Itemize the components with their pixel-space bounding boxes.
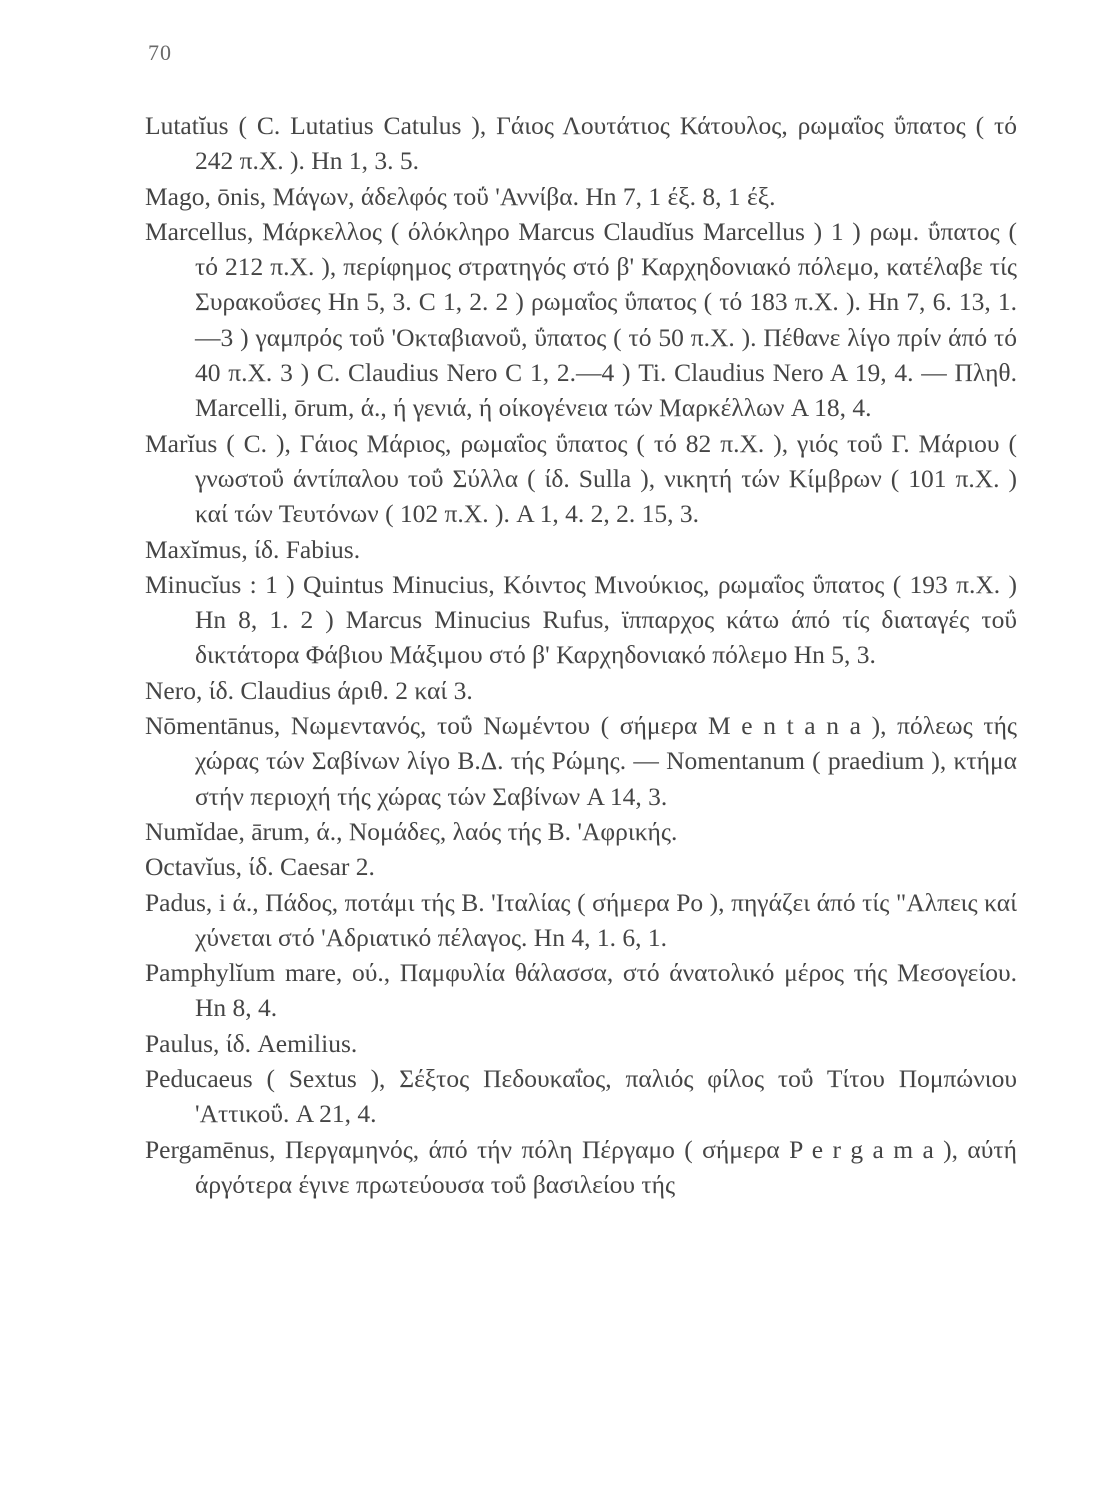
glossary-entry-nero: Nero, ίδ. Claudius άριθ. 2 καί 3. — [145, 675, 473, 705]
glossary-entry-marius: Marĭus ( C. ), Γάιος Μάριος, ρωμαΐος ΰπατος ( τό 82 π.Χ. ), γιός τοΰ Γ. Μάριου ( γνωστοΰ άντίπαλου τοΰ Σύλλα ( ίδ. Sulla ), νικητή τών Κίμβρων ( 101 π.Χ. ) καί τών Τευτόνων ( 102 π.Χ. ). A 1, 4. 2, 2. 15, 3. — [145, 428, 1017, 529]
glossary-entry-mago: Mago, ōnis, Μάγων, άδελφός τοΰ 'Αννίβα. Hn 7, 1 έξ. 8, 1 έξ. — [145, 181, 776, 211]
glossary-entry-pergamenus: Pergamēnus, Περγαμηνός, άπό τήν πόλη Πέργαμο ( σήμερα P e r g a m a ), αύτή άργότερα έγινε πρωτεύουσα τοΰ βασιλείου τής — [145, 1134, 1017, 1199]
glossary-entry-paulus: Paulus, ίδ. Aemilius. — [145, 1028, 358, 1058]
glossary-entry-maximus: Maxĭmus, ίδ. Fabius. — [145, 534, 361, 564]
glossary-entry-minucius: Minucĭus : 1 ) Quintus Minucius, Κόιντος Μινούκιος, ρωμαΐος ΰπατος ( 193 π.Χ. ) Hn 8, 1. 2 ) Marcus Minucius Rufus, ϊππαρχος κάτω άπό τίς διαταγές τοΰ δικτάτορα Φάβιου Μάξιμου στό β' Καρχηδονιακό πόλεμο Hn 5, 3. — [145, 569, 1017, 670]
glossary-entry-lutatius: Lutatĭus ( C. Lutatius Catulus ), Γάιος Λουτάτιος Κάτουλος, ρωμαΐος ΰπατος ( τό 242 π.Χ. ). Hn 1, 3. 5. — [145, 111, 1017, 176]
glossary-entry-peducaeus: Peducaeus ( Sextus ), Σέξτος Πεδουκαΐος, παλιός φίλος τοΰ Τίτου Πομπώνιου 'Αττικοΰ. A 21, 4. — [145, 1064, 1017, 1129]
page-number: 70 — [148, 40, 172, 65]
glossary-entry-padus: Padus, i ά., Πάδος, ποτάμι τής Β. 'Ιταλίας ( σήμερα Po ), πηγάζει άπό τίς "Αλπεις καί χύνεται στό 'Αδριατικό πέλαγος. Hn 4, 1. 6, 1. — [145, 887, 1017, 952]
glossary-entries — [145, 108, 1017, 1202]
glossary-entry-octavius: Octavĭus, ίδ. Caesar 2. — [145, 852, 375, 882]
glossary-entry-numidae: Numĭdae, ārum, ά., Νομάδες, λαός τής Β. 'Αφρικής. — [145, 816, 678, 846]
glossary-entry-marcellus: Marcellus, Μάρκελλος ( όλόκληρο Marcus Claudĭus Marcellus ) 1 ) ρωμ. ΰπατος ( τό 212 π.Χ. ), περίφημος στρατηγός στό β' Καρχηδονιακό πόλεμο, κατέλαβε τίς Συρακοΰσες Hn 5, 3. C 1, 2. 2 ) ρωμαΐος ΰπατος ( τό 183 π.Χ. ). Hn 7, 6. 13, 1.—3 ) γαμπρός τοΰ 'Οκταβιανοΰ, ΰπατος ( τό 50 π.Χ. ). Πέθανε λίγο πρίν άπό τό 40 π.Χ. 3 ) C. Claudius Nero C 1, 2.—4 ) Ti. Claudius Nero A 19, 4. — Πληθ. Marcelli, ōrum, ά., ή γενιά, ή οίκογένεια τών Μαρκέλλων A 18, 4. — [145, 216, 1017, 423]
glossary-entry-nomentanus: Nōmentānus, Νωμεντανός, τοΰ Νωμέντου ( σήμερα M e n t a n a ), πόλεως τής χώρας τών Σαβίνων λίγο Β.Δ. τής Ρώμης. — Nomentanum ( praedium ), κτήμα στήν περιοχή τής χώρας τών Σαβίνων A 14, 3. — [145, 711, 1017, 811]
glossary-entry-pamphylium-mare: Pamphylĭum mare, ού., Παμφυλία θάλασσα, στό άνατολικό μέρος τής Μεσογείου. Hn 8, 4. — [145, 958, 1017, 1023]
